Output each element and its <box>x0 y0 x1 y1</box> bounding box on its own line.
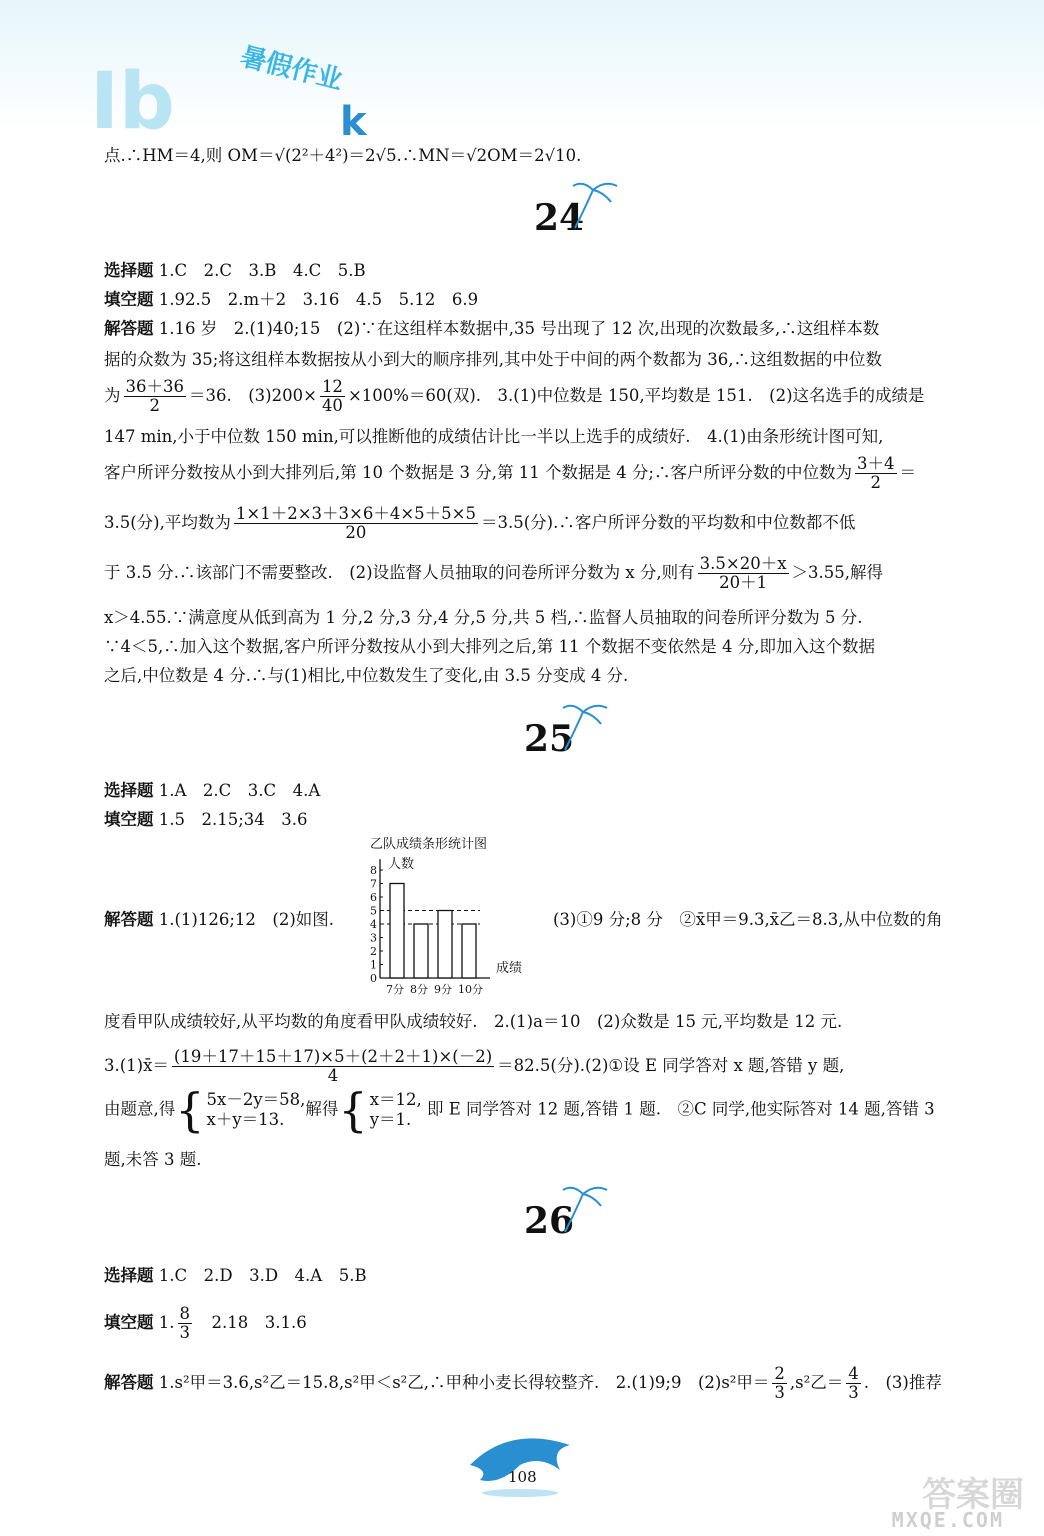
chart-y-tick-label: 8 <box>370 864 377 877</box>
s26-answer-line-1: 解答题 1.s²甲＝3.6,s²乙＝15.8,s²甲＜s²乙,∴甲种小麦长得较整齐. 2.(1)9;9 (2)s²甲＝ $\frac{2}{3}$ ,s²乙＝ $\frac{4}{3}$ . (3)推荐 <box>104 1364 942 1402</box>
palm-tree-icon <box>565 178 625 238</box>
s24-choice: 选择题 1.C 2.C 3.B 4.C 5.B <box>104 261 366 280</box>
s24-answer-line-3: 为 $\frac{36+36}{2}$ ＝36. (3)200× $\frac{12}{40}$ ×100%＝60(双). 3.(1)中位数是 150,平均数是 151. (2)这名选手的成绩是 <box>104 377 925 415</box>
chart-x-tick-label: 7分 <box>386 983 404 996</box>
chart-bar <box>414 924 428 978</box>
chart-x-tick-label: 9分 <box>434 983 452 996</box>
top-line: 点.∴HM＝4,则 OM＝√(2²＋4²)＝2√5.∴MN＝√2OM＝2√10. <box>104 146 582 165</box>
palm-tree-icon <box>555 700 615 760</box>
s24-answer-line-9: ∵4＜5,∴加入这个数据,客户所评分数按从小到大排列之后,第 11 个数据不变依然是 4 分,即加入这个数据 <box>104 637 875 656</box>
chart-bar <box>462 924 476 978</box>
dolphin-icon <box>460 1425 590 1505</box>
watermark-url: MXQE.COM <box>891 1508 1004 1532</box>
watermark: 答案圈 <box>922 1475 1024 1515</box>
page-number: 108 <box>508 1468 537 1486</box>
s24-answer-line-8: x＞4.55.∵满意度从低到高为 1 分,2 分,3 分,4 分,5 分,共 5 档,∴监督人员抽取的问卷所评分数为 5 分. <box>104 608 863 627</box>
s24-answer-line-1: 解答题 1.16 岁 2.(1)40;15 (2)∵在这组样本数据中,35 号出现了 12 次,出现的次数最多,∴这组样本数 <box>104 319 880 338</box>
chart-y-tick-label: 1 <box>370 958 377 972</box>
palm-tree-icon <box>555 1182 615 1242</box>
s24-answer-line-6: 3.5(分),平均数为 $\frac{1\times 1+2\times 3+3\times 6+4\times 5+5\times 5}{20}$ ＝3.5(分).∴客户所评分数的平均数和中位数都不低 <box>104 504 856 542</box>
chart-bar <box>438 911 452 979</box>
chart-y-tick-label: 5 <box>370 904 377 918</box>
section-number-26: 26 <box>524 1200 575 1242</box>
chart-bar <box>390 884 404 979</box>
team-b-bar-chart <box>350 832 540 1000</box>
s25-answer-line-5: 题,未答 3 题. <box>104 1150 202 1169</box>
s25-answer-line-3: 3.(1)x̄＝ $\frac{(19+17+15+17)\times 5+(2+2+1)\times(-2)}{4}$ ＝82.5(分).(2)①设 E 同学答对 x 题,答错 y 题, <box>104 1047 845 1085</box>
s24-answer-line-7: 于 3.5 分.∴该部门不需要整改. (2)设监督人员抽取的问卷所评分数为 x 分,则有 $\frac{3.5\times 20+x}{20+1}$ ＞3.55,解得 <box>104 554 883 592</box>
section-number-24: 24 <box>534 197 585 239</box>
s25-answer-line-4: 由题意,得{ 5x－2y＝58, x＋y＝13.解得{ x＝12, y＝1. 即 E 同学答对 12 题,答错 1 题. ②C 同学,他实际答对 14 题,答错 3 <box>104 1083 935 1137</box>
s25-answer-line-2: 度看甲队成绩较好,从平均数的角度看甲队成绩较好. 2.(1)a＝10 (2)众数是 15 元,平均数是 12 元. <box>104 1012 843 1031</box>
s26-fill: 填空题 1. $\frac{8}{3}$ 2.18 3.1.6 <box>104 1304 307 1342</box>
s25-answer-line-1a: 解答题 1.(1)126;12 (2)如图. <box>104 910 335 929</box>
chart-x-tick-label: 8分 <box>410 983 428 996</box>
s25-choice: 选择题 1.A 2.C 3.C 4.A <box>104 781 321 800</box>
s24-answer-line-4: 147 min,小于中位数 150 min,可以推断他的成绩估计比一半以上选手的成绩好. 4.(1)由条形统计图可知, <box>104 427 884 446</box>
chart-y-label: 人数 <box>388 857 415 872</box>
chart-y-tick-label: 4 <box>370 918 377 931</box>
chart-y-tick-label: 2 <box>370 945 377 958</box>
chart-y-tick-label: 3 <box>370 931 377 945</box>
s26-choice: 选择题 1.C 2.D 3.D 4.A 5.B <box>104 1266 367 1285</box>
chart-x-tick-label: 10分 <box>458 983 483 996</box>
chart-y-tick-label: 7 <box>370 877 377 891</box>
chart-y-tick-label: 0 <box>370 972 377 985</box>
s24-answer-line-2: 据的众数为 35;将这组样本数据按从小到大的顺序排列,其中处于中间的两个数都为 36,∴这组数据的中位数 <box>104 350 883 369</box>
svg-text:k: k <box>340 99 367 145</box>
s24-answer-line-10: 之后,中位数是 4 分.∴与(1)相比,中位数发生了变化,由 3.5 分变成 4 分. <box>104 666 629 685</box>
svg-text:Ib: Ib <box>90 57 175 147</box>
section-number-25: 25 <box>524 718 575 760</box>
banner-text: 暑假作业 <box>237 41 346 97</box>
chart-y-tick-label: 6 <box>370 891 377 904</box>
s24-answer-line-5: 客户所评分数按从小到大排列后,第 10 个数据是 3 分,第 11 个数据是 4 分;∴客户所评分数的中位数为 $\frac{3+4}{2}$ ＝ <box>104 454 916 492</box>
s25-fill: 填空题 1.5 2.15;34 3.6 <box>104 810 308 829</box>
chart-x-label: 成绩 <box>496 961 523 976</box>
s25-answer-line-1b: (3)①9 分;8 分 ②x̄甲＝9.3,x̄乙＝8.3,从中位数的角 <box>553 910 943 929</box>
s24-fill: 填空题 1.92.5 2.m＋2 3.16 4.5 5.12 6.9 <box>104 290 479 309</box>
chart-title: 乙队成绩条形统计图 <box>370 837 488 852</box>
